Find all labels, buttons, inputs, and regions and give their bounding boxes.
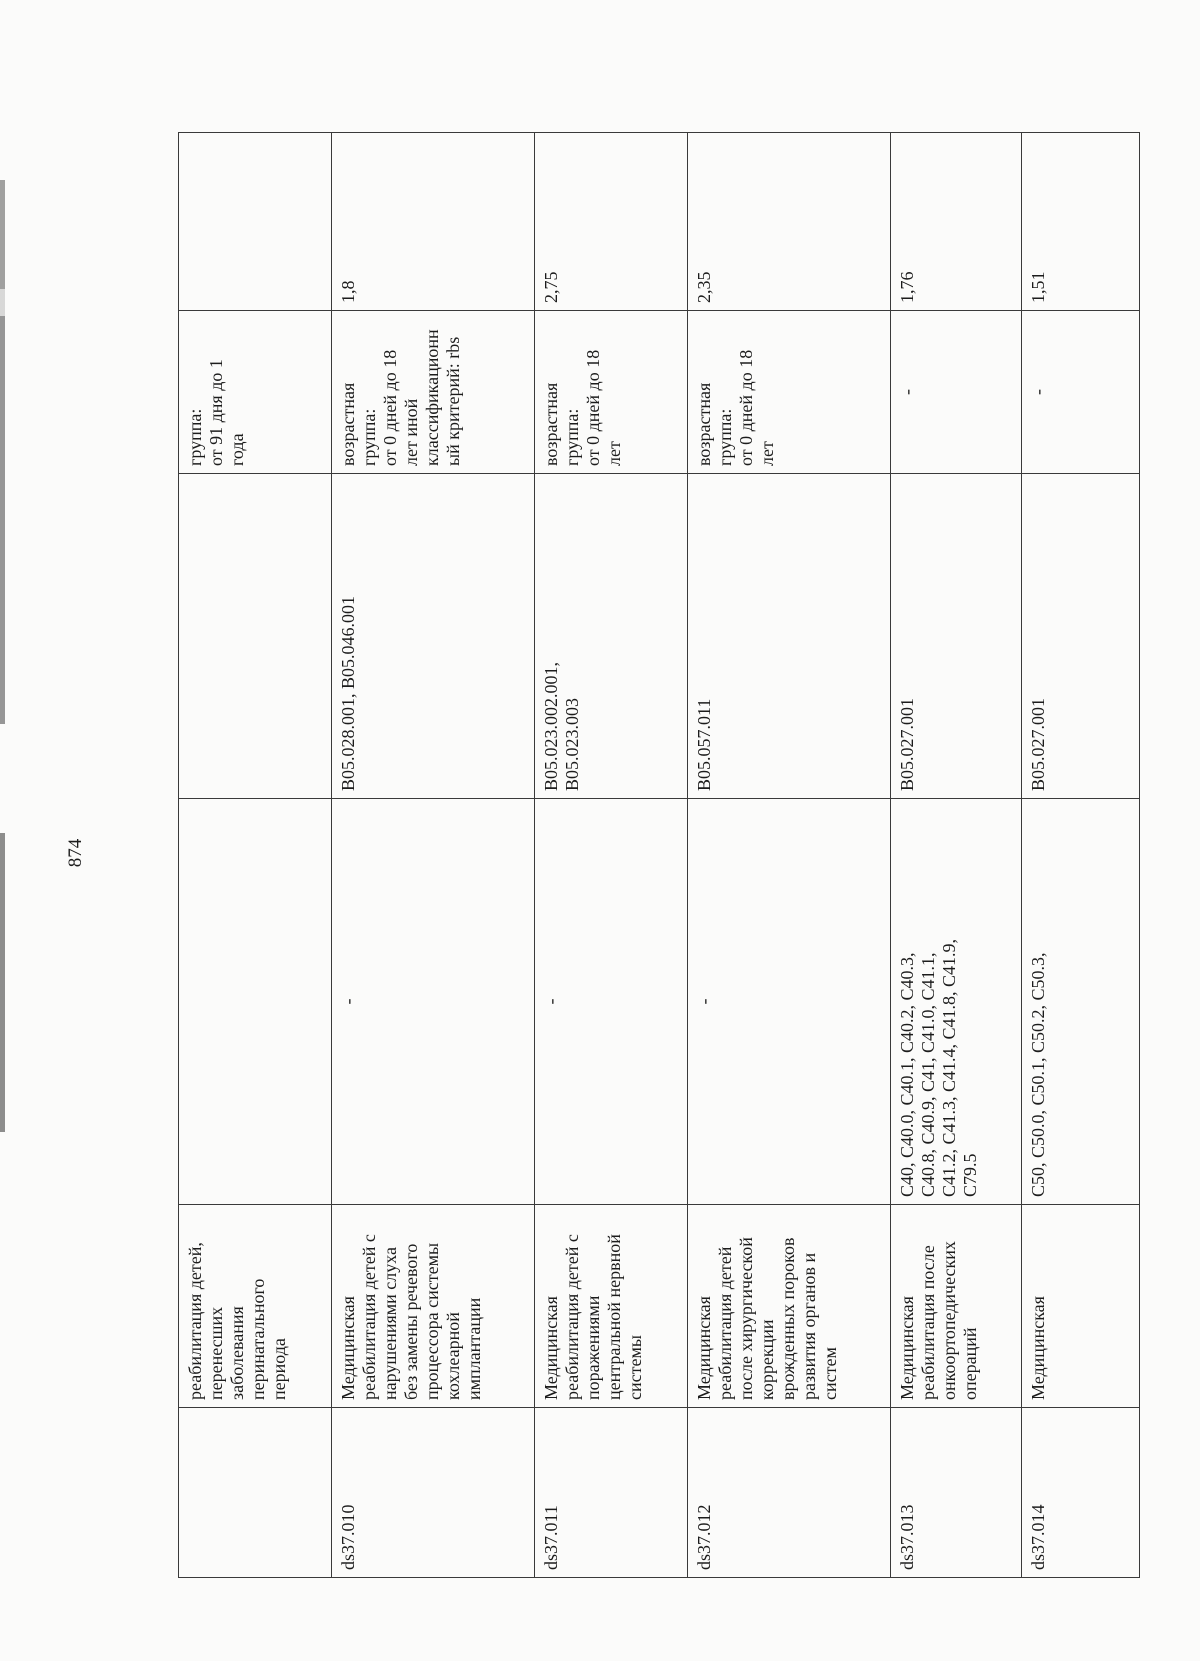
row-service: B05.027.001 xyxy=(891,474,1022,799)
row-diagnosis: C40, C40.0, C40.1, C40.2, C40.3, C40.8, C40.9, C41, C41.0, C41.1, C41.2, C41.3, C41.4, C41.8, C41.9, C79.5 xyxy=(891,799,1022,1205)
table-row xyxy=(1022,133,1140,1578)
row-code: ds37.012 xyxy=(688,1408,891,1578)
row-coefficient: 1,8 xyxy=(332,133,535,311)
row-coefficient: 2,35 xyxy=(688,133,891,311)
row-name: Медицинская реабилитация детей с поражениями центральной нервной системы xyxy=(535,1205,688,1408)
row-service: B05.028.001, B05.046.001 xyxy=(332,474,535,799)
row-coefficient: 2,75 xyxy=(535,133,688,311)
row-diagnosis: - xyxy=(688,799,891,1205)
table-row xyxy=(688,133,891,1578)
rotated-table-container xyxy=(178,133,1139,1578)
row-code: ds37.014 xyxy=(1022,1408,1140,1578)
row-other-criteria: - xyxy=(891,311,1022,474)
table-row xyxy=(535,133,688,1578)
row-name: Медицинская xyxy=(1022,1205,1140,1408)
scan-edge-shadow xyxy=(0,180,5,1540)
row-other-criteria: возрастная группа: от 0 дней до 18 лет xyxy=(535,311,688,474)
row-diagnosis: - xyxy=(535,799,688,1205)
row-coefficient: 1,76 xyxy=(891,133,1022,311)
row-service xyxy=(179,474,332,799)
row-other-criteria: возрастная группа: от 0 дней до 18 лет xyxy=(688,311,891,474)
row-name: Медицинская реабилитация детей с нарушениями слуха без замены речевого процессора системы кохлеарной имплантации xyxy=(332,1205,535,1408)
row-service: B05.057.011 xyxy=(688,474,891,799)
row-name: Медицинская реабилитация после онкоортопедических операций xyxy=(891,1205,1022,1408)
tariff-table xyxy=(178,132,1140,1578)
row-code: ds37.010 xyxy=(332,1408,535,1578)
row-name: Медицинская реабилитация детей после хирургической коррекции врожденных пороков развития органов и систем xyxy=(688,1205,891,1408)
table-row xyxy=(179,133,332,1578)
row-code xyxy=(179,1408,332,1578)
row-diagnosis: C50, C50.0, C50.1, C50.2, C50.3, xyxy=(1022,799,1140,1205)
row-name: реабилитация детей, перенесших заболевания перинатального периода xyxy=(179,1205,332,1408)
row-service: B05.023.002.001, B05.023.003 xyxy=(535,474,688,799)
row-other-criteria: группа: от 91 дня до 1 года xyxy=(179,311,332,474)
page-number: 874 xyxy=(65,838,86,868)
row-coefficient: 1,51 xyxy=(1022,133,1140,311)
row-other-criteria: возрастная группа: от 0 дней до 18 лет иной классификационн ый критерий: rbs xyxy=(332,311,535,474)
row-code: ds37.011 xyxy=(535,1408,688,1578)
table-row xyxy=(891,133,1022,1578)
row-diagnosis: - xyxy=(332,799,535,1205)
row-code: ds37.013 xyxy=(891,1408,1022,1578)
row-diagnosis xyxy=(179,799,332,1205)
row-service: B05.027.001 xyxy=(1022,474,1140,799)
row-coefficient xyxy=(179,133,332,311)
table-row xyxy=(332,133,535,1578)
row-other-criteria: - xyxy=(1022,311,1140,474)
